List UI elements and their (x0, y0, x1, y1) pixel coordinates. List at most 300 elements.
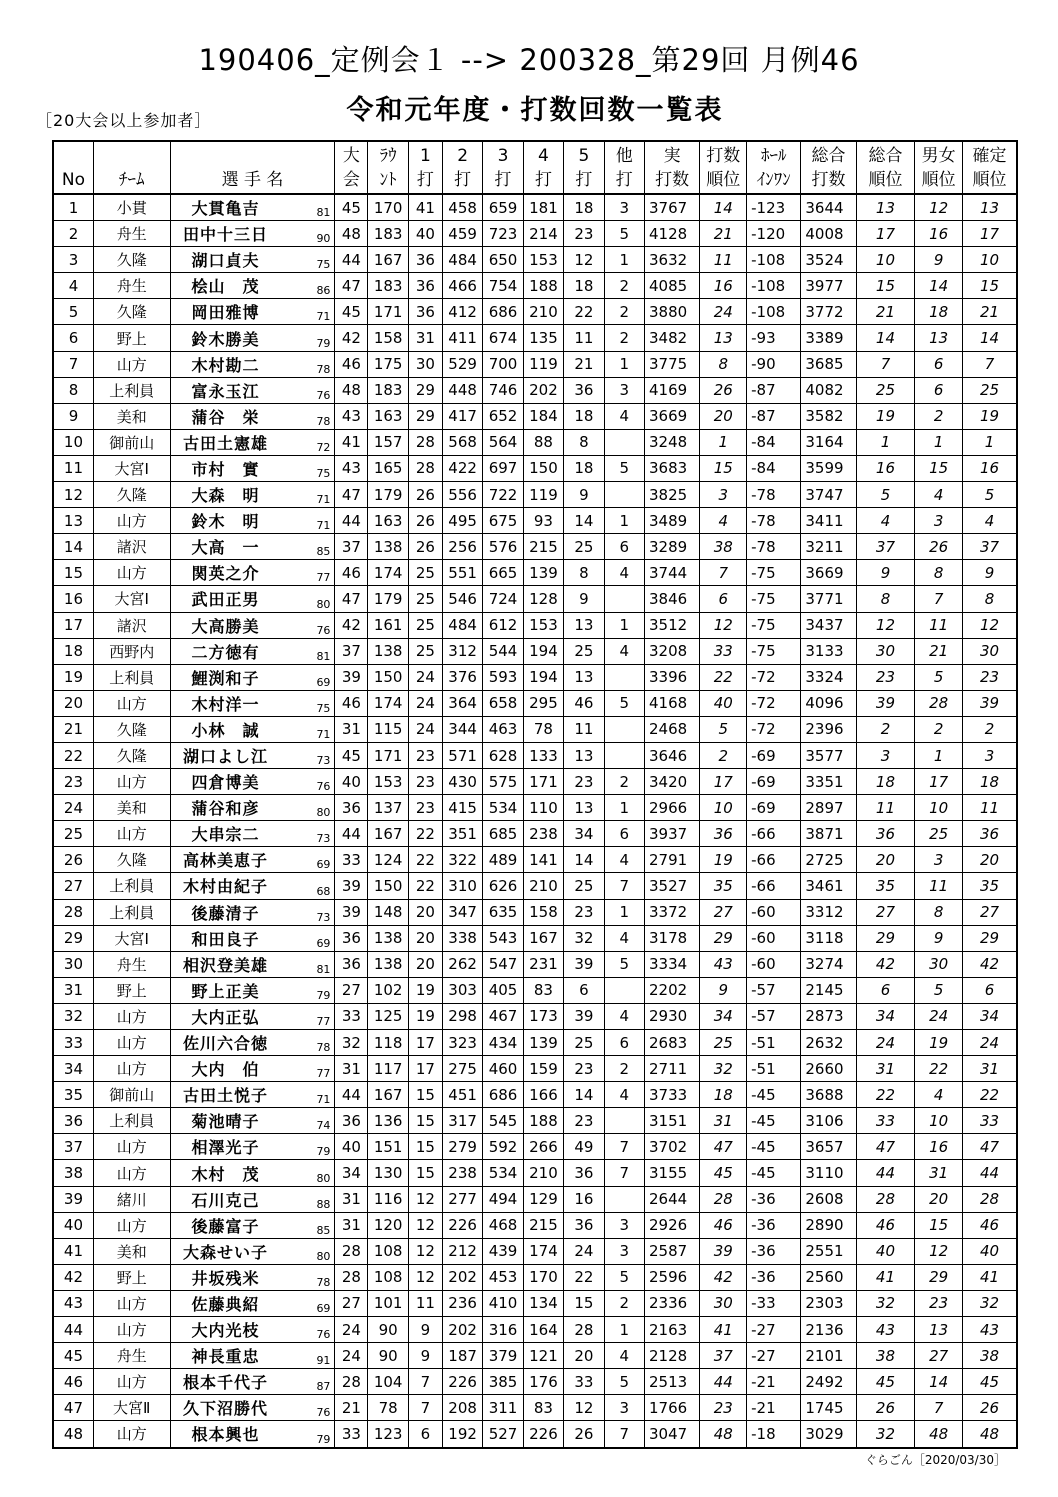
cell-rank-final: 6 (963, 977, 1017, 1003)
cell-d5: 23 (564, 899, 604, 925)
cell-d3: 453 (483, 1264, 523, 1290)
cell-d4: 93 (523, 508, 563, 534)
cell-hio: -87 (747, 377, 801, 403)
header-line-1: 1 (419, 145, 431, 166)
cell-rank-total: 24 (856, 1030, 915, 1056)
cell-d4: 181 (523, 194, 563, 221)
player-name: 木村勘二 (191, 355, 260, 375)
cell-d3: 675 (483, 508, 523, 534)
cell-d3: 650 (483, 247, 523, 273)
cell-d2: 529 (442, 351, 482, 377)
header-line-1: 4 (538, 145, 549, 166)
cell-total: 2560 (801, 1264, 856, 1290)
player-age: 78 (316, 414, 331, 428)
cell-team: 大宮Ⅰ (93, 925, 170, 951)
cell-d2: 347 (442, 899, 482, 925)
cell-d4: 110 (523, 795, 563, 821)
cell-taikai: 31 (335, 1186, 368, 1212)
cell-rank-final: 44 (963, 1160, 1017, 1186)
cell-name (170, 508, 335, 534)
cell-rank-strokes: 21 (700, 221, 747, 247)
cell-d3: 724 (483, 586, 523, 612)
cell-hio: -72 (747, 664, 801, 690)
cell-rank-gender: 12 (915, 1238, 963, 1264)
cell-round: 179 (368, 586, 408, 612)
cell-team: 山方 (93, 1003, 170, 1029)
player-name: 鈴木 明 (191, 512, 260, 532)
cell-total: 3411 (801, 508, 856, 534)
cell-d2: 279 (442, 1134, 482, 1160)
cell-team: 山方 (93, 508, 170, 534)
cell-d3: 592 (483, 1134, 523, 1160)
cell-d2: 546 (442, 586, 482, 612)
cell-rank-total: 16 (856, 455, 915, 481)
cell-d2: 236 (442, 1290, 482, 1316)
cell-team: 西野内 (93, 638, 170, 664)
cell-rank-gender: 9 (915, 925, 963, 951)
cell-actual: 3151 (645, 1108, 700, 1134)
cell-rank-total: 46 (856, 1212, 915, 1238)
cell-name (170, 403, 335, 429)
cell-rank-gender: 30 (915, 951, 963, 977)
cell-d3: 527 (483, 1421, 523, 1448)
cell-rank-gender: 11 (915, 612, 963, 638)
cell-rank-strokes: 26 (700, 377, 747, 403)
cell-rank-gender: 27 (915, 1343, 963, 1369)
cell-rank-strokes: 41 (700, 1317, 747, 1343)
table-row (53, 1134, 1017, 1160)
player-name: 高林美恵子 (183, 851, 269, 871)
cell-team: 諸沢 (93, 612, 170, 638)
cell-hio: -108 (747, 247, 801, 273)
cell-d1: 19 (408, 977, 442, 1003)
cell-team: 山方 (93, 1212, 170, 1238)
cell-rank-strokes: 48 (700, 1421, 747, 1448)
cell-total: 2897 (801, 795, 856, 821)
cell-total: 3133 (801, 638, 856, 664)
cell-actual: 3646 (645, 742, 700, 768)
cell-rank-strokes: 2 (700, 742, 747, 768)
cell-actual: 3880 (645, 299, 700, 325)
cell-no: 24 (53, 795, 93, 821)
cell-taikai: 28 (335, 1264, 368, 1290)
cell-rank-strokes: 14 (700, 194, 747, 221)
cell-rank-total: 21 (856, 299, 915, 325)
cell-d3: 544 (483, 638, 523, 664)
cell-total: 3106 (801, 1108, 856, 1134)
cell-rank-gender: 14 (915, 273, 963, 299)
player-name: 久下沼勝代 (183, 1399, 269, 1419)
cell-d4: 174 (523, 1238, 563, 1264)
cell-other (604, 482, 644, 508)
cell-taikai: 46 (335, 690, 368, 716)
table-row (53, 821, 1017, 847)
cell-taikai: 45 (335, 194, 368, 221)
cell-no: 8 (53, 377, 93, 403)
page-title: 190406_定例会１ --> 200328_第29回 月例46 (198, 43, 860, 77)
cell-round: 124 (368, 847, 408, 873)
cell-round: 171 (368, 299, 408, 325)
cell-rank-gender: 11 (915, 873, 963, 899)
player-name: 相沢登美雄 (183, 955, 269, 975)
cell-d2: 277 (442, 1186, 482, 1212)
cell-name (170, 325, 335, 351)
cell-actual: 4128 (645, 221, 700, 247)
cell-rank-strokes: 37 (700, 1343, 747, 1369)
cell-hio: -123 (747, 194, 801, 221)
cell-rank-final: 40 (963, 1238, 1017, 1264)
cell-rank-strokes: 44 (700, 1369, 747, 1395)
cell-d2: 344 (442, 716, 482, 742)
player-name: 小林 誠 (191, 720, 260, 740)
cell-rank-strokes: 18 (700, 1082, 747, 1108)
cell-d5: 13 (564, 612, 604, 638)
table-row (53, 1369, 1017, 1395)
cell-rank-total: 31 (856, 1056, 915, 1082)
cell-d4: 150 (523, 455, 563, 481)
cell-d5: 36 (564, 1160, 604, 1186)
cell-rank-total: 33 (856, 1108, 915, 1134)
cell-rank-total: 40 (856, 1238, 915, 1264)
cell-name (170, 1369, 335, 1395)
cell-d5: 18 (564, 455, 604, 481)
cell-other (604, 1108, 644, 1134)
cell-rank-gender: 15 (915, 1212, 963, 1238)
cell-rank-total: 12 (856, 612, 915, 638)
player-age: 71 (316, 1093, 331, 1107)
player-age: 73 (316, 754, 331, 768)
cell-round: 183 (368, 221, 408, 247)
cell-rank-gender: 1 (915, 742, 963, 768)
cell-total: 2303 (801, 1290, 856, 1316)
player-age: 80 (316, 1171, 331, 1185)
table-row (53, 1317, 1017, 1343)
cell-other (604, 429, 644, 455)
player-age: 85 (316, 545, 331, 559)
table-row (53, 1108, 1017, 1134)
header-line-1: 5 (578, 145, 590, 166)
cell-rank-final: 32 (963, 1290, 1017, 1316)
table-row (53, 429, 1017, 455)
cell-rank-strokes: 28 (700, 1186, 747, 1212)
cell-team: 美和 (93, 795, 170, 821)
cell-hio: -45 (747, 1134, 801, 1160)
cell-rank-strokes: 43 (700, 951, 747, 977)
player-age: 74 (316, 1119, 331, 1133)
cell-d5: 13 (564, 795, 604, 821)
cell-other: 3 (604, 377, 644, 403)
header-line-2: ﾁｰﾑ (118, 169, 145, 190)
cell-taikai: 43 (335, 403, 368, 429)
cell-rank-gender: 2 (915, 403, 963, 429)
cell-rank-gender: 4 (915, 1082, 963, 1108)
table-row (53, 847, 1017, 873)
cell-team: 山方 (93, 560, 170, 586)
cell-d1: 20 (408, 899, 442, 925)
cell-total: 3685 (801, 351, 856, 377)
cell-d4: 176 (523, 1369, 563, 1395)
player-name: 菊池晴子 (191, 1112, 260, 1132)
player-name: 大高勝美 (191, 616, 260, 636)
cell-no: 10 (53, 429, 93, 455)
player-name: 古田土悦子 (183, 1086, 269, 1106)
cell-no: 11 (53, 455, 93, 481)
cell-rank-total: 9 (856, 560, 915, 586)
cell-round: 120 (368, 1212, 408, 1238)
cell-total: 3582 (801, 403, 856, 429)
player-name: 大内 伯 (191, 1060, 260, 1080)
cell-no: 3 (53, 247, 93, 273)
player-name: 武田正男 (191, 590, 260, 610)
cell-d4: 153 (523, 247, 563, 273)
cell-taikai: 42 (335, 612, 368, 638)
cell-rank-gender: 18 (915, 299, 963, 325)
table-row (53, 403, 1017, 429)
cell-round: 174 (368, 690, 408, 716)
cell-no: 2 (53, 221, 93, 247)
cell-other: 1 (604, 795, 644, 821)
cell-d5: 15 (564, 1290, 604, 1316)
table-row (53, 299, 1017, 325)
table-row (53, 1082, 1017, 1108)
cell-round: 170 (368, 194, 408, 221)
cell-d2: 192 (442, 1421, 482, 1448)
cell-d1: 12 (408, 1238, 442, 1264)
cell-actual: 2163 (645, 1317, 700, 1343)
cell-rank-total: 1 (856, 429, 915, 455)
cell-no: 45 (53, 1343, 93, 1369)
player-name: 木村 茂 (191, 1164, 260, 1184)
cell-actual: 3733 (645, 1082, 700, 1108)
cell-d2: 262 (442, 951, 482, 977)
player-age: 75 (316, 467, 331, 481)
cell-round: 151 (368, 1134, 408, 1160)
cell-taikai: 39 (335, 899, 368, 925)
cell-name (170, 795, 335, 821)
cell-d4: 170 (523, 1264, 563, 1290)
cell-round: 136 (368, 1108, 408, 1134)
player-age: 71 (316, 493, 331, 507)
cell-other: 4 (604, 1003, 644, 1029)
cell-actual: 3482 (645, 325, 700, 351)
header-line-2: 順位 (868, 169, 903, 190)
player-name: 大森せい子 (183, 1242, 269, 1262)
table-row (53, 1186, 1017, 1212)
cell-rank-final: 38 (963, 1343, 1017, 1369)
cell-rank-strokes: 11 (700, 247, 747, 273)
cell-actual: 3775 (645, 351, 700, 377)
player-name: 二方徳有 (191, 642, 260, 662)
cell-round: 171 (368, 742, 408, 768)
cell-no: 33 (53, 1030, 93, 1056)
cell-d5: 23 (564, 1108, 604, 1134)
cell-no: 21 (53, 716, 93, 742)
cell-no: 13 (53, 508, 93, 534)
player-name: 蒲谷 栄 (191, 407, 260, 427)
cell-d5: 21 (564, 351, 604, 377)
cell-total: 3461 (801, 873, 856, 899)
cell-rank-total: 2 (856, 716, 915, 742)
cell-no: 26 (53, 847, 93, 873)
cell-actual: 2791 (645, 847, 700, 873)
cell-taikai: 36 (335, 951, 368, 977)
player-age: 80 (316, 1249, 331, 1263)
cell-d5: 20 (564, 1343, 604, 1369)
cell-name (170, 1395, 335, 1421)
cell-no: 37 (53, 1134, 93, 1160)
cell-taikai: 44 (335, 1082, 368, 1108)
cell-no: 41 (53, 1238, 93, 1264)
cell-hio: -90 (747, 351, 801, 377)
cell-d5: 8 (564, 429, 604, 455)
cell-other: 2 (604, 1290, 644, 1316)
cell-d1: 15 (408, 1082, 442, 1108)
cell-team: 大宮Ⅱ (93, 1395, 170, 1421)
cell-hio: -75 (747, 586, 801, 612)
cell-taikai: 21 (335, 1395, 368, 1421)
cell-other: 1 (604, 508, 644, 534)
cell-round: 101 (368, 1290, 408, 1316)
cell-d5: 24 (564, 1238, 604, 1264)
header-line-2: 選 手 名 (221, 169, 284, 190)
cell-rank-strokes: 9 (700, 977, 747, 1003)
cell-d3: 316 (483, 1317, 523, 1343)
table-row (53, 221, 1017, 247)
cell-actual: 3420 (645, 769, 700, 795)
cell-rank-final: 10 (963, 247, 1017, 273)
player-age: 72 (316, 440, 331, 454)
cell-d4: 210 (523, 1160, 563, 1186)
cell-total: 3164 (801, 429, 856, 455)
cell-total: 3029 (801, 1421, 856, 1448)
cell-round: 117 (368, 1056, 408, 1082)
cell-taikai: 24 (335, 1343, 368, 1369)
header-d3 (483, 141, 523, 194)
cell-team: 諸沢 (93, 534, 170, 560)
cell-d5: 18 (564, 273, 604, 299)
cell-d3: 723 (483, 221, 523, 247)
cell-round: 167 (368, 247, 408, 273)
cell-rank-gender: 2 (915, 716, 963, 742)
cell-total: 4096 (801, 690, 856, 716)
table-row (53, 1290, 1017, 1316)
cell-round: 138 (368, 925, 408, 951)
cell-hio: -18 (747, 1421, 801, 1448)
cell-d4: 139 (523, 560, 563, 586)
cell-d1: 22 (408, 821, 442, 847)
cell-hio: -78 (747, 508, 801, 534)
cell-round: 137 (368, 795, 408, 821)
cell-round: 183 (368, 377, 408, 403)
cell-d5: 22 (564, 1264, 604, 1290)
cell-name (170, 247, 335, 273)
cell-other: 4 (604, 847, 644, 873)
cell-team: 山方 (93, 1317, 170, 1343)
cell-d3: 494 (483, 1186, 523, 1212)
cell-d1: 22 (408, 847, 442, 873)
cell-total: 3688 (801, 1082, 856, 1108)
cell-d2: 568 (442, 429, 482, 455)
cell-total: 2632 (801, 1030, 856, 1056)
cell-taikai: 27 (335, 1290, 368, 1316)
cell-d3: 489 (483, 847, 523, 873)
cell-rank-final: 21 (963, 299, 1017, 325)
cell-round: 102 (368, 977, 408, 1003)
cell-d5: 26 (564, 1421, 604, 1448)
cell-d1: 12 (408, 1186, 442, 1212)
cell-rank-gender: 14 (915, 1369, 963, 1395)
player-age: 68 (316, 884, 331, 898)
cell-total: 3747 (801, 482, 856, 508)
cell-round: 167 (368, 1082, 408, 1108)
player-name: 井坂残米 (191, 1268, 260, 1288)
cell-rank-total: 3 (856, 742, 915, 768)
cell-d3: 534 (483, 1160, 523, 1186)
cell-d4: 153 (523, 612, 563, 638)
player-age: 71 (316, 727, 331, 741)
cell-rank-final: 23 (963, 664, 1017, 690)
cell-taikai: 33 (335, 847, 368, 873)
cell-hio: -66 (747, 821, 801, 847)
cell-rank-final: 28 (963, 1186, 1017, 1212)
cell-team: 山方 (93, 769, 170, 795)
cell-name (170, 1212, 335, 1238)
cell-total: 3669 (801, 560, 856, 586)
cell-rank-gender: 12 (915, 194, 963, 221)
cell-no: 12 (53, 482, 93, 508)
cell-d2: 351 (442, 821, 482, 847)
cell-round: 153 (368, 769, 408, 795)
cell-actual: 2596 (645, 1264, 700, 1290)
player-age: 76 (316, 1406, 331, 1420)
cell-rank-final: 33 (963, 1108, 1017, 1134)
table-row (53, 769, 1017, 795)
cell-d5: 14 (564, 1082, 604, 1108)
table-row (53, 586, 1017, 612)
cell-team: 美和 (93, 403, 170, 429)
cell-rank-strokes: 12 (700, 612, 747, 638)
cell-total: 3599 (801, 455, 856, 481)
cell-d1: 7 (408, 1395, 442, 1421)
cell-rank-gender: 9 (915, 247, 963, 273)
participant-note: ［20大会以上参加者］ (36, 111, 212, 130)
cell-team: 久隆 (93, 716, 170, 742)
cell-name (170, 638, 335, 664)
cell-hio: -93 (747, 325, 801, 351)
cell-d2: 310 (442, 873, 482, 899)
cell-actual: 3396 (645, 664, 700, 690)
cell-rank-total: 11 (856, 795, 915, 821)
cell-other: 6 (604, 821, 644, 847)
cell-rank-total: 32 (856, 1421, 915, 1448)
header-line-2: 順位 (706, 169, 741, 190)
player-name: 大内正弘 (191, 1007, 260, 1027)
cell-d4: 194 (523, 664, 563, 690)
cell-other: 5 (604, 1369, 644, 1395)
cell-no: 36 (53, 1108, 93, 1134)
header-line-1 (54, 144, 93, 168)
cell-hio: -45 (747, 1082, 801, 1108)
cell-d5: 33 (564, 1369, 604, 1395)
player-age: 91 (316, 1354, 331, 1368)
header-line-1: 打数 (706, 145, 741, 166)
cell-rank-strokes: 40 (700, 690, 747, 716)
cell-d3: 686 (483, 1082, 523, 1108)
cell-rank-total: 45 (856, 1369, 915, 1395)
player-name: 大高 一 (191, 538, 260, 558)
cell-d5: 25 (564, 873, 604, 899)
player-name: 大森 明 (191, 486, 260, 506)
